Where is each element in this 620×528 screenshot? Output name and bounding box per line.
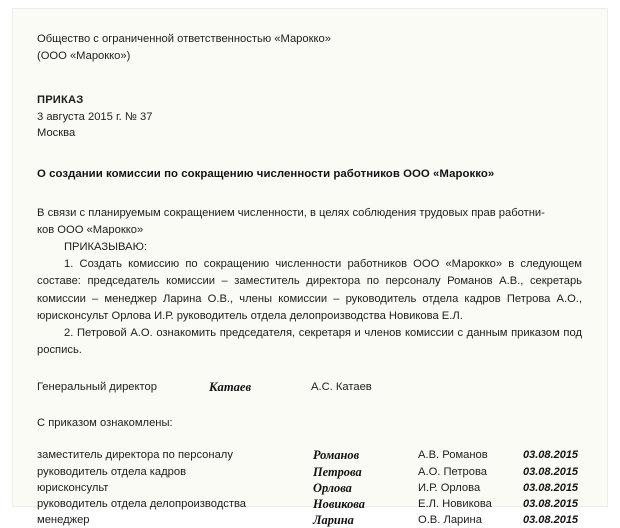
row-name: Е.Л. Новикова — [418, 497, 492, 510]
row-name: И.Р. Орлова — [418, 481, 481, 494]
row-position: руководитель отдела кадров — [37, 465, 187, 478]
row-date: 03.08.2015 — [523, 497, 579, 510]
row-date: 03.08.2015 — [523, 514, 579, 527]
director-signature-row — [37, 381, 597, 399]
preamble-line-2: ков ООО «Марокко» — [37, 223, 144, 236]
document-page — [12, 8, 608, 528]
order-date-number: 3 августа 2015 г. № 37 — [37, 110, 153, 123]
director-signature-mark: Катаев — [209, 380, 252, 395]
order-type-label: ПРИКАЗ — [37, 94, 84, 106]
order-clause-1: 1. Создать комиссию по сокращению численности работников ООО «Марокко» в следующем составе: председатель комиссии – заместитель директора по персоналу Романов А.В., секретарь комиссии – менеджер Ларина О.В., члены комиссии – руководитель отдела кадров Петрова А.О., юрисконсульт Орлова И.Р. руководитель отдела делопроизводства Новикова Е.Л. — [37, 258, 582, 322]
order-header — [37, 92, 597, 142]
director-name: А.С. Катаев — [311, 381, 372, 394]
table-row — [37, 480, 578, 496]
acknowledgement-table-body — [37, 447, 578, 528]
order-city: Москва — [37, 127, 76, 139]
row-signature: Ларина — [313, 513, 354, 528]
row-name: А.О. Петрова — [418, 465, 487, 478]
document-body — [37, 31, 597, 528]
order-subject: О создании комиссии по сокращению численности работников ООО «Марокко» — [37, 167, 495, 180]
organization-full-name: Общество с ограниченной ответственностью «Марокко» — [37, 33, 331, 45]
table-row — [37, 464, 578, 480]
row-date: 03.08.2015 — [523, 481, 579, 494]
row-name: А.В. Романов — [418, 449, 488, 462]
order-preamble — [37, 205, 582, 239]
organization-header — [37, 31, 597, 64]
row-signature: Петрова — [313, 464, 362, 479]
row-name: О.В. Ларина — [418, 514, 482, 527]
acknowledgement-heading: С приказом ознакомлены: — [37, 417, 173, 430]
director-title: Генеральный директор — [37, 381, 157, 394]
row-position: менеджер — [37, 514, 90, 527]
order-verb: ПРИКАЗЫВАЮ: — [64, 240, 148, 253]
row-position: юрисконсульт — [37, 481, 109, 494]
table-row — [37, 447, 578, 463]
row-signature: Новикова — [313, 496, 365, 511]
row-date: 03.08.2015 — [523, 449, 579, 462]
row-position: заместитель директора по персоналу — [37, 449, 233, 462]
table-row — [37, 512, 578, 528]
order-clause-2: 2. Петровой А.О. ознакомить председателя, секретаря и членов комиссии с данным приказом под роспись. — [37, 326, 582, 357]
acknowledgement-table — [37, 447, 578, 528]
preamble-line-1: В связи с планируемым сокращением численности, в целях соблюдения трудовых прав работни- — [37, 206, 545, 219]
row-signature: Романов — [313, 448, 360, 463]
row-date: 03.08.2015 — [523, 465, 579, 478]
row-signature: Орлова — [313, 480, 352, 495]
row-position: руководитель отдела делопроизводства — [37, 497, 246, 510]
organization-short-name: (ООО «Марокко») — [37, 49, 131, 62]
table-row — [37, 496, 578, 512]
